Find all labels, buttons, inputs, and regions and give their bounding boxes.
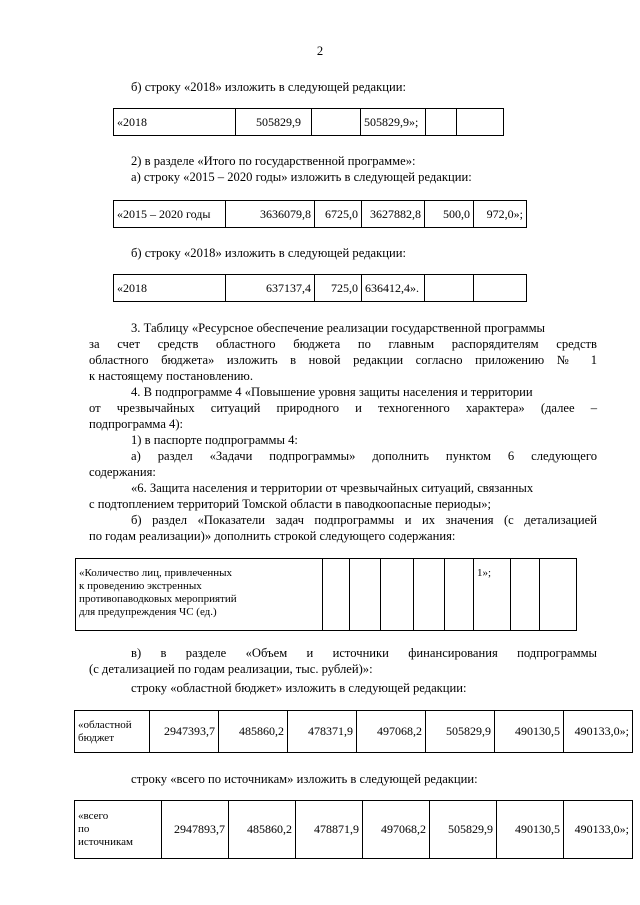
table-cell <box>540 559 577 631</box>
table-cell <box>426 109 457 136</box>
paragraph-1: б) строку «2018» изложить в следующей редакции: <box>131 80 406 94</box>
paragraph-10-line-2: по годам реализации)» дополнить строкой следующего содержания: <box>89 529 456 543</box>
paragraph-3: а) строку «2015 – 2020 годы» изложить в следующей редакции: <box>131 170 472 184</box>
paragraph-5-line-2: за счет средств областного бюджета по главным распорядителям средств <box>89 337 597 351</box>
table-cell: 497068,2 <box>357 711 426 753</box>
table-cell: 478371,9 <box>288 711 357 753</box>
paragraph-11-line-1: в) в разделе «Объем и источники финансирования подпрограммы <box>131 646 597 660</box>
paragraph-13: строку «всего по источникам» изложить в следующей редакции: <box>131 772 478 786</box>
table-regional-budget <box>74 710 633 753</box>
table-cell: 500,0 <box>425 201 474 228</box>
table-cell: 972,0»; <box>474 201 527 228</box>
table-cell <box>312 109 361 136</box>
table-cell: 490130,5 <box>495 711 564 753</box>
table-cell <box>323 559 350 631</box>
table-row-2015-2020 <box>113 200 527 228</box>
paragraph-5-line-1: 3. Таблицу «Ресурсное обеспечение реализации государственной программы <box>131 321 546 335</box>
table-row-2018-a <box>113 108 504 136</box>
table-cell: 725,0 <box>315 275 362 302</box>
table-cell: 636412,4». <box>362 275 425 302</box>
table-cell <box>445 559 474 631</box>
indicator-label: «Количество лиц, привлеченных к проведению экстренных противопаводковых мероприятий для предупреждения ЧС (ед.) <box>76 559 323 631</box>
paragraph-5-line-3: областного бюджета» изложить в новой редакции согласно приложению № 1 <box>89 353 597 367</box>
table-cell <box>425 275 474 302</box>
table-cell: 505829,9 <box>426 711 495 753</box>
table-cell <box>474 275 527 302</box>
paragraph-8-line-2: содержания: <box>89 465 156 479</box>
table-indicator-row <box>75 558 577 631</box>
table-cell: «2018 <box>114 275 226 302</box>
row-label: «областной бюджет <box>75 711 150 753</box>
table-cell: 6725,0 <box>315 201 362 228</box>
paragraph-6-line-1: 4. В подпрограмме 4 «Повышение уровня защиты населения и территории <box>131 385 533 399</box>
paragraph-9-line-2: с подтоплением территорий Томской области в паводкоопасные периоды»; <box>89 497 492 511</box>
paragraph-4: б) строку «2018» изложить в следующей редакции: <box>131 246 406 260</box>
table-all-sources <box>74 800 633 859</box>
table-cell: 478871,9 <box>296 801 363 859</box>
table-cell: 485860,2 <box>219 711 288 753</box>
table-cell: 485860,2 <box>229 801 296 859</box>
table-cell: 505829,9 <box>430 801 497 859</box>
row-label: «всего по источникам <box>75 801 162 859</box>
table-cell: 505829,9»; <box>361 109 426 136</box>
table-cell <box>414 559 445 631</box>
table-cell: 3627882,8 <box>362 201 425 228</box>
table-cell: «2018 <box>114 109 236 136</box>
table-cell: 2947393,7 <box>150 711 219 753</box>
paragraph-6-line-3: подпрограмма 4): <box>89 417 184 431</box>
paragraph-2: 2) в разделе «Итого по государственной программе»: <box>131 154 416 168</box>
table-cell: 505829,9 <box>236 109 312 136</box>
paragraph-5-line-4: к настоящему постановлению. <box>89 369 253 383</box>
table-cell: «2015 – 2020 годы <box>114 201 226 228</box>
page-number: 2 <box>316 44 324 58</box>
paragraph-10-line-1: б) раздел «Показатели задач подпрограммы и их значения (с детализацией <box>131 513 597 527</box>
table-cell: 3636079,8 <box>226 201 315 228</box>
table-cell: 490133,0»; <box>564 801 633 859</box>
table-cell: 490133,0»; <box>564 711 633 753</box>
paragraph-9-line-1: «6. Защита населения и территории от чрезвычайных ситуаций, связанных <box>131 481 534 495</box>
table-cell <box>381 559 414 631</box>
table-cell <box>350 559 381 631</box>
paragraph-7: 1) в паспорте подпрограммы 4: <box>131 433 298 447</box>
table-row-2018-b <box>113 274 527 302</box>
table-cell <box>457 109 504 136</box>
table-cell <box>511 559 540 631</box>
table-cell: 2947893,7 <box>162 801 229 859</box>
paragraph-11-line-2: (с детализацией по годам реализации, тыс. рублей)»: <box>89 662 373 676</box>
table-cell: 1»; <box>474 559 511 631</box>
paragraph-6-line-2: от чрезвычайных ситуаций природного и техногенного характера» (далее – <box>89 401 597 415</box>
paragraph-12: строку «областной бюджет» изложить в следующей редакции: <box>131 681 467 695</box>
table-cell: 637137,4 <box>226 275 315 302</box>
table-cell: 497068,2 <box>363 801 430 859</box>
paragraph-8-line-1: а) раздел «Задачи подпрограммы» дополнить пунктом 6 следующего <box>131 449 597 463</box>
table-cell: 490130,5 <box>497 801 564 859</box>
